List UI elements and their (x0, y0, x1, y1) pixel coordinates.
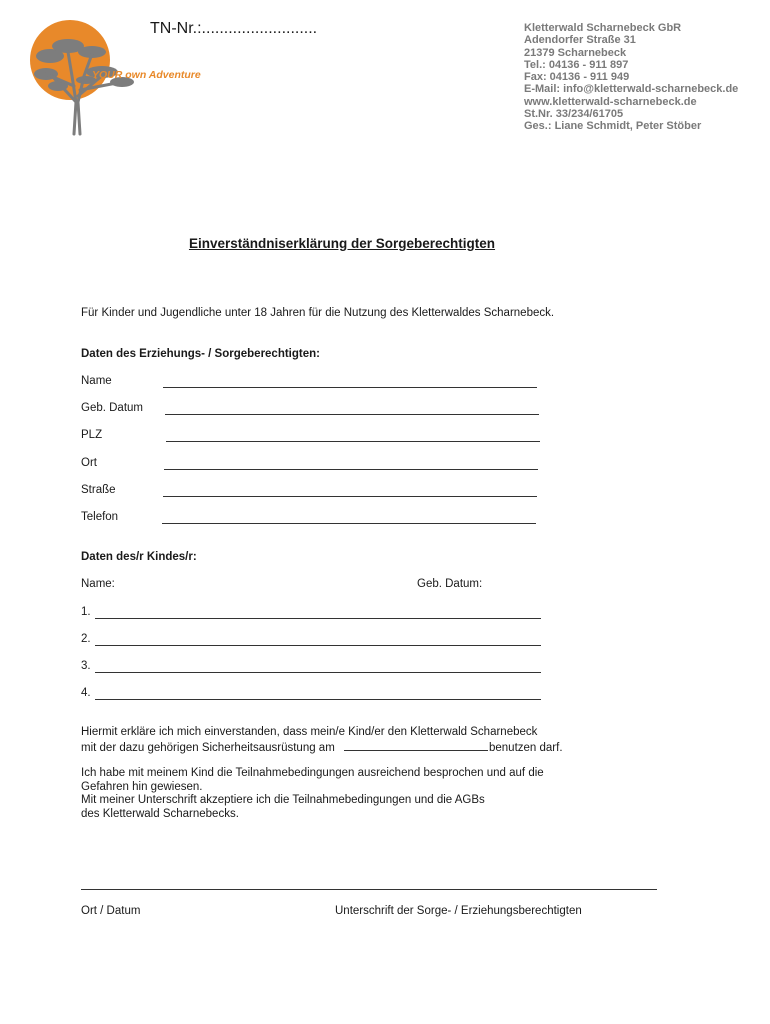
signature-field[interactable] (81, 889, 657, 890)
company-line: 21379 Scharnebeck (524, 46, 627, 59)
child-row-number: 1. (81, 606, 91, 618)
place-date-label: Ort / Datum (81, 905, 141, 917)
guardian-label-dob: Geb. Datum (81, 402, 143, 414)
guardian-label-street: Straße (81, 484, 116, 496)
company-line: Ges.: Liane Schmidt, Peter Stöber (524, 120, 702, 133)
intro-text: Für Kinder und Jugendliche unter 18 Jahren für die Nutzung des Kletterwaldes Scharnebeck. (81, 307, 555, 319)
conditions-paragraph (81, 767, 544, 821)
company-line: Adendorfer Straße 31 (524, 34, 636, 47)
consent-line (81, 740, 563, 756)
company-line: Tel.: 04136 - 911 897 (524, 58, 629, 71)
guardian-label-phone: Telefon (81, 511, 119, 523)
guardian-street-field[interactable] (163, 496, 537, 497)
document-title: Einverständniserklärung der Sorgeberechtigten (188, 236, 496, 251)
consent-paragraph (81, 726, 563, 755)
company-line: Kletterwald Scharnebeck GbR (524, 22, 682, 34)
date-field[interactable] (344, 740, 488, 751)
child-row-4-field[interactable] (95, 699, 541, 700)
guardian-city-field[interactable] (164, 469, 538, 470)
child-dob-label: Geb. Datum: (417, 578, 483, 590)
conditions-line: des Kletterwald Scharnebecks. (81, 807, 239, 820)
company-address-block (524, 22, 738, 133)
consent-line-part: benutzen darf. (488, 741, 563, 754)
guardian-phone-field[interactable] (162, 523, 536, 524)
company-line: www.kletterwald-scharnebeck.de (524, 95, 697, 108)
company-line: E-Mail: info@kletterwald-scharnebeck.de (524, 83, 739, 96)
consent-line: Hiermit erkläre ich mich einverstanden, dass mein/e Kind/er den Kletterwald Scharnebeck (81, 726, 538, 738)
guardian-name-field[interactable] (163, 387, 537, 388)
child-row-number: 4. (81, 687, 91, 699)
child-row-number: 2. (81, 633, 91, 645)
logo-slogan: YOUR own Adventure (92, 69, 201, 81)
guardian-label-name: Name (81, 375, 112, 387)
guardian-heading: Daten des Erziehungs- / Sorgeberechtigten: (81, 348, 320, 360)
child-row-2-field[interactable] (95, 645, 541, 646)
child-row-3-field[interactable] (95, 672, 541, 673)
company-line: Fax: 04136 - 911 949 (524, 71, 630, 84)
company-line: St.Nr. 33/234/61705 (524, 108, 624, 121)
child-row-1-field[interactable] (95, 618, 541, 619)
guardian-label-city: Ort (81, 457, 97, 469)
signature-label: Unterschrift der Sorge- / Erziehungsberechtigten (335, 905, 582, 917)
guardian-label-zip: PLZ (81, 429, 103, 441)
guardian-zip-field[interactable] (166, 441, 540, 442)
conditions-line: Mit meiner Unterschrift akzeptiere ich die Teilnahmebedingungen und die AGBs (81, 794, 485, 806)
conditions-line: Gefahren hin gewiesen. (81, 780, 203, 793)
consent-line-part: mit der dazu gehörigen Sicherheitsausrüstung am (81, 741, 335, 754)
tn-number: TN-Nr.:.......................... (150, 20, 318, 37)
child-row-number: 3. (81, 660, 91, 672)
guardian-dob-field[interactable] (165, 414, 539, 415)
conditions-line: Ich habe mit meinem Kind die Teilnahmebedingungen ausreichend besprochen und auf die (81, 767, 544, 779)
child-heading: Daten des/r Kindes/r: (81, 551, 197, 563)
child-name-label: Name: (81, 578, 115, 590)
